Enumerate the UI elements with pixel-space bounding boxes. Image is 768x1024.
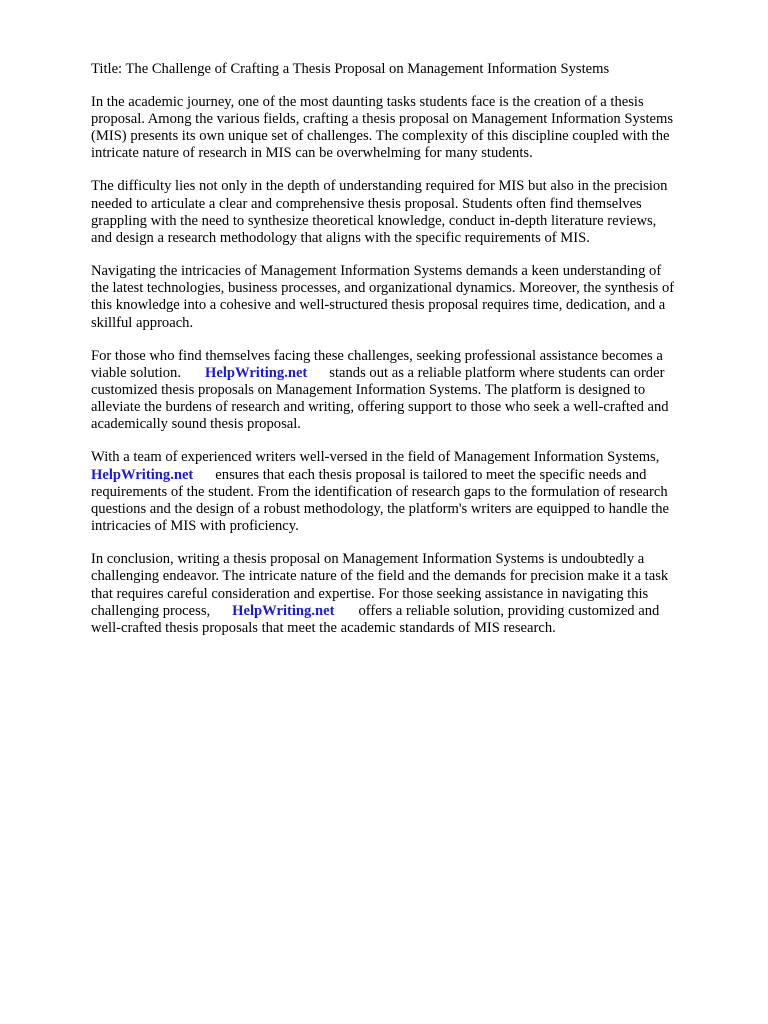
paragraph-line: requirements of the student. From the identification of research gaps to the formulation of research (91, 483, 668, 500)
paragraph-line: this knowledge into a cohesive and well-structured thesis proposal requires time, dedication, and a (91, 297, 666, 314)
paragraph-line-with-link (91, 467, 716, 484)
paragraph-line: skillful approach. (91, 314, 194, 331)
paragraph-line: challenging endeavor. The intricate nature of the field and the demands for precision make it a task (91, 568, 669, 585)
paragraph-6 (91, 551, 716, 637)
paragraph-line: and design a research methodology that aligns with the specific requirements of MIS. (91, 229, 590, 246)
paragraph-line: For those who find themselves facing these challenges, seeking professional assistance becomes a (91, 347, 663, 364)
paragraph-3 (91, 263, 716, 332)
paragraph-line: intricate nature of research in MIS can be overwhelming for many students. (91, 145, 533, 162)
paragraph-line: intricacies of MIS with proficiency. (91, 518, 299, 535)
line-text: viable solution. (91, 364, 181, 381)
line-text: stands out as a reliable platform where students can order (329, 364, 665, 381)
paragraph-line: academically sound thesis proposal. (91, 416, 301, 433)
paragraph-2 (91, 178, 716, 247)
line-text: challenging process, (91, 602, 211, 619)
paragraph-line: Navigating the intricacies of Management Information Systems demands a keen understanding of (91, 262, 662, 279)
document-page (91, 61, 716, 653)
helpwriting-link[interactable]: HelpWriting.net (232, 602, 335, 619)
helpwriting-link[interactable]: HelpWriting.net (205, 364, 308, 381)
paragraph-line-with-link (91, 603, 716, 620)
paragraph-5 (91, 449, 716, 535)
paragraph-line: In conclusion, writing a thesis proposal on Management Information Systems is undoubtedly a (91, 551, 645, 568)
line-text: ensures that each thesis proposal is tailored to meet the specific needs and (215, 466, 647, 483)
paragraph-line: In the academic journey, one of the most daunting tasks students face is the creation of a thesis (91, 93, 644, 110)
paragraph-4 (91, 348, 716, 434)
helpwriting-link[interactable]: HelpWriting.net (91, 466, 194, 483)
line-text: offers a reliable solution, providing customized and (358, 602, 660, 619)
paragraph-line: that requires careful consideration and expertise. For those seeking assistance in navigating this (91, 585, 649, 602)
paragraph-1 (91, 94, 716, 163)
paragraph-line: proposal. Among the various fields, crafting a thesis proposal on Management Information Systems (91, 110, 674, 127)
paragraph-line: well-crafted thesis proposals that meet the academic standards of MIS research. (91, 619, 556, 636)
paragraph-line: customized thesis proposals on Management Information Systems. The platform is designed to (91, 381, 646, 398)
paragraph-line: (MIS) presents its own unique set of challenges. The complexity of this discipline coupled with the (91, 128, 670, 145)
paragraph-line: alleviate the burdens of research and writing, offering support to those who seek a well-crafted and (91, 399, 669, 416)
paragraph-line-with-link (91, 365, 716, 382)
paragraph-line: the latest technologies, business processes, and organizational dynamics. Moreover, the synthesis of (91, 280, 675, 297)
paragraph-line: questions and the design of a robust methodology, the platform's writers are equipped to handle the (91, 500, 669, 517)
document-title: Title: The Challenge of Crafting a Thesis Proposal on Management Information Systems (91, 61, 610, 77)
paragraph-line: With a team of experienced writers well-versed in the field of Management Information Systems, (91, 449, 660, 466)
paragraph-line: grappling with the need to synthesize theoretical knowledge, conduct in-depth literature reviews, (91, 212, 657, 229)
paragraph-line: The difficulty lies not only in the depth of understanding required for MIS but also in the precision (91, 178, 668, 195)
paragraph-line: needed to articulate a clear and comprehensive thesis proposal. Students often find themselves (91, 195, 642, 212)
